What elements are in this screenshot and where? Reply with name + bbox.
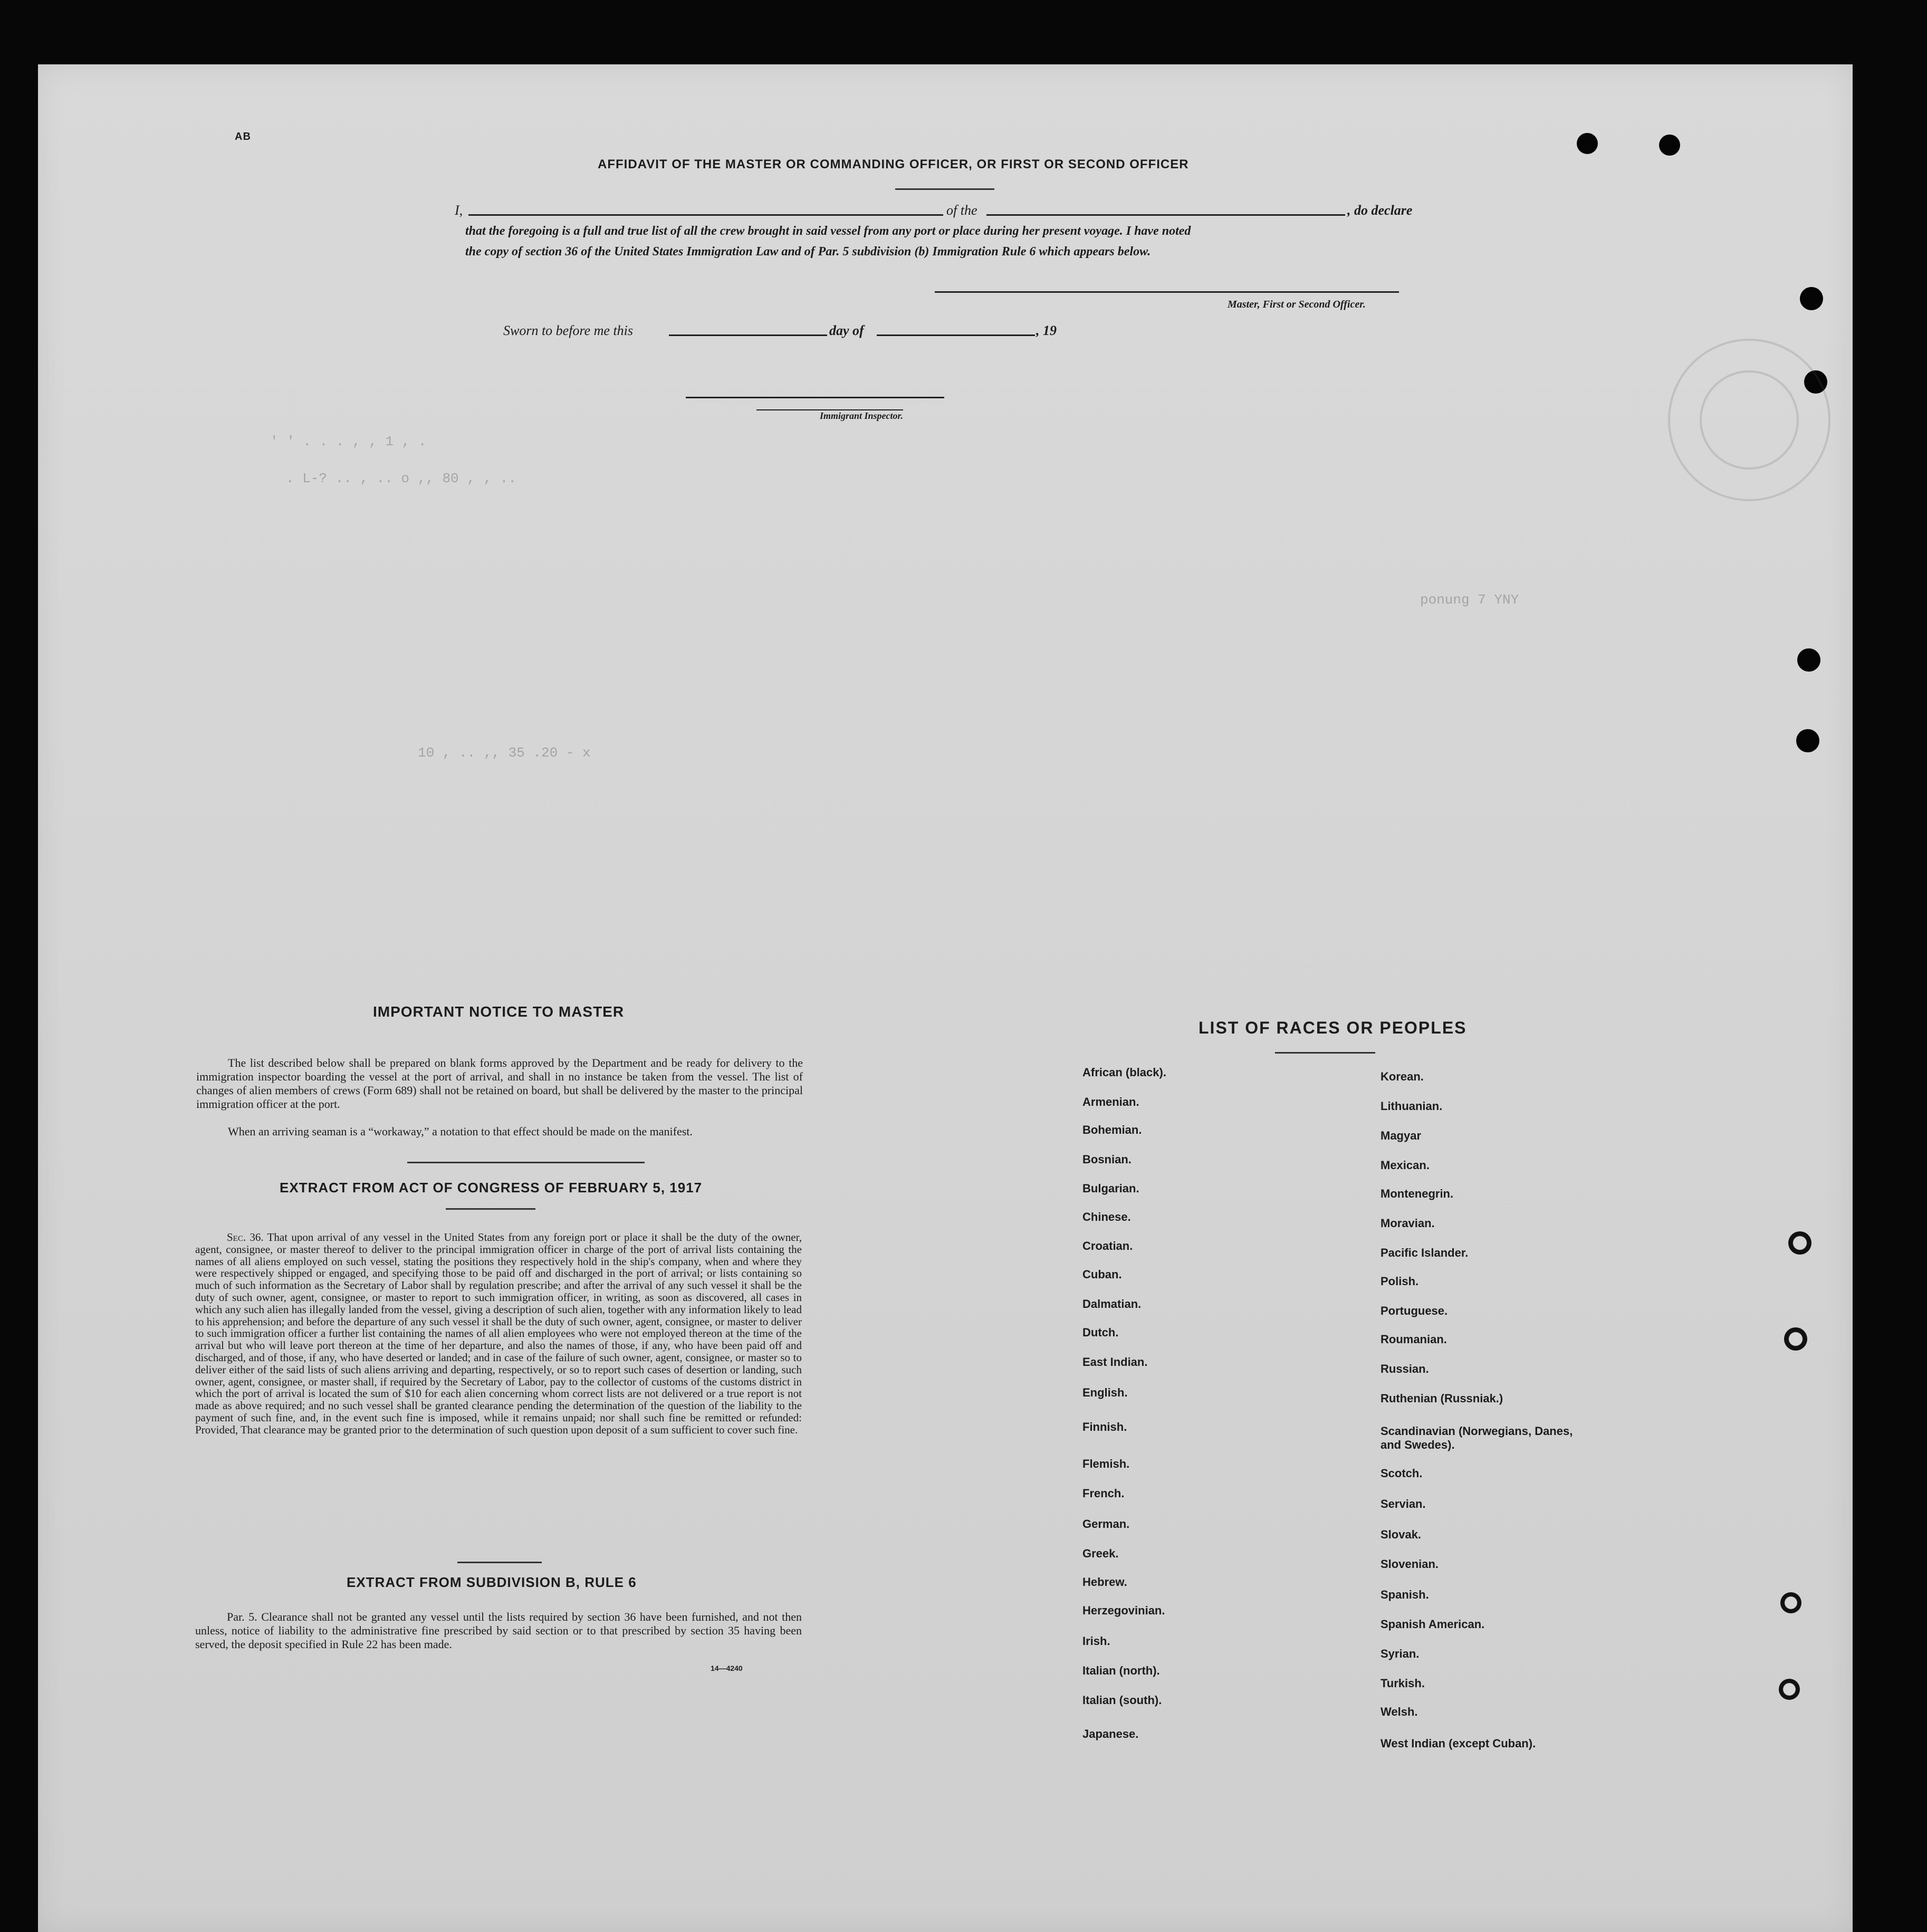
vessel-name-field[interactable] [986,214,1345,216]
bleed-through-marks: ponung 7 YNY [1420,592,1519,608]
inspector-caption: Immigrant Inspector. [756,409,903,422]
race-item: Syrian. [1380,1647,1420,1660]
sworn-prefix: Sworn to before me this [503,323,634,338]
race-item: Greek. [1082,1547,1119,1560]
race-item: Scandinavian (Norwegians, Danes, and Swedes). [1380,1424,1573,1451]
notice-paragraph-2: When an arriving seaman is a “workaway,” a notation to that effect should be made on the manifest. [228,1125,693,1138]
race-item: Bosnian. [1082,1153,1132,1166]
race-item: Chinese. [1082,1210,1131,1223]
declaration-line-2: that the foregoing is a full and true list of all the crew brought in said vessel from any port or place during her present voyage. I have noted [465,224,1191,238]
sworn-month-field[interactable] [877,334,1035,336]
bleed-through-marks: 10 , .. ,, 35 .20 - x [418,745,591,761]
declare-suffix: , do declare [1347,203,1413,218]
race-item: Japanese. [1082,1727,1139,1740]
race-item: Dalmatian. [1082,1297,1142,1311]
race-item: West Indian (except Cuban). [1380,1737,1536,1750]
bleed-through-marks: . L-? .. , .. o ,, 80 , , .. [286,471,516,486]
extract-rule-title: EXTRACT FROM SUBDIVISION B, RULE 6 [347,1574,637,1590]
race-item: Flemish. [1082,1457,1130,1470]
race-item: Mexican. [1380,1159,1430,1172]
race-item: Herzegovinian. [1082,1604,1165,1617]
form-number: 14—4240 [711,1664,743,1672]
extract-rule-text: Par. 5. Clearance shall not be granted any vessel until the lists required by section 36 have been furnished, and not then unless, notice of liability to the administrative fine prescribed by said section or to that prescribed by section 35 having been served, the deposit specified in Rule 22 has been made. [195,1610,802,1651]
punch-hole [1797,648,1820,672]
punch-hole [1577,133,1598,154]
section-label: Sec. 36. [227,1231,264,1244]
race-item: Finnish. [1082,1420,1127,1433]
race-item: Montenegrin. [1380,1187,1454,1200]
notice-title: IMPORTANT NOTICE TO MASTER [373,1003,625,1020]
punch-hole [1779,1679,1800,1700]
race-item: Russian. [1380,1362,1429,1375]
declaration-line-3: the copy of section 36 of the United States Immigration Law and of Par. 5 subdivision (b) Immigration Rule 6 which appears below. [465,245,1151,259]
vessel-of-label: of the [946,203,977,218]
sworn-day-field[interactable] [669,334,827,336]
race-item: Bohemian. [1082,1123,1142,1136]
punch-hole [1780,1592,1801,1613]
race-item: Polish. [1380,1275,1419,1288]
section-divider [407,1162,645,1163]
master-signature-field[interactable] [935,291,1399,293]
extract-act-title: EXTRACT FROM ACT OF CONGRESS OF FEBRUARY 5, 1917 [280,1180,703,1195]
race-item: African (black). [1082,1066,1166,1079]
race-item: Magyar [1380,1129,1422,1142]
race-item: Slovak. [1380,1528,1422,1541]
punch-hole [1788,1231,1811,1255]
declaration-line-1 [455,203,463,218]
race-item: German. [1082,1517,1130,1531]
corner-mark: AB [235,131,251,142]
title-underline [1275,1052,1375,1054]
section-divider [457,1562,542,1563]
race-item: English. [1082,1386,1128,1399]
master-signature-caption: Master, First or Second Officer. [1228,299,1366,310]
sworn-year-suffix: , 19 [1036,323,1057,338]
punch-hole [1796,729,1819,752]
races-title: LIST OF RACES OR PEOPLES [1199,1018,1467,1037]
race-item: Irish. [1082,1634,1110,1648]
punch-hole [1784,1327,1807,1351]
extract-act-text [195,1231,802,1436]
race-item: Servian. [1380,1497,1426,1510]
race-item: Lithuanian. [1380,1099,1443,1113]
race-item: Pacific Islander. [1380,1246,1469,1259]
race-item: Hebrew. [1082,1575,1127,1589]
official-seal-stamp [1700,370,1799,470]
punch-hole [1659,135,1680,156]
declarant-name-field[interactable] [468,214,943,216]
race-item: Ruthenian (Russniak.) [1380,1392,1503,1405]
title-underline [895,188,994,190]
document-page [38,64,1853,1932]
race-item: Welsh. [1380,1705,1418,1718]
bleed-through-marks: ' ' . . . , , 1 , . [270,434,427,449]
race-item: Italian (south). [1082,1694,1162,1707]
section-36-text: That upon arrival of any vessel in the United States from any foreign port or place it shall be the duty of the owner, agent, consignee, or master thereof to deliver to the principal immigration officer in charge of the port of arrival lists containing the names of all aliens employed on such vessel, stating the positions they respectively hold in the ship's company, when and where they were respectively shipped or engaged, and specifying those to be paid off and discharged in the port of arrival; or lists containing so much of such information as the Secretary of Labor shall by regulation prescribe; and after the arrival of any such vessel it shall be the duty of such owner, agent, consignee, or master to report to such immigration officer, in writing, as soon as discovered, all cases in which any such alien has illegally landed from the vessel, giving a description of such alien, together with any information likely to lead to his apprehension; and before the departure of any such vessel it shall be the duty of such owner, agent, consignee, or master to deliver to such immigration officer a further list containing the names of all alien employees who were not employed thereon at the time of the arrival but who will leave port thereon at the time of her departure, and also the names of those, if any, who have been paid off and discharged, and of those, if any, who have deserted or landed; and in case of the failure of such owner, agent, consignee, or master so to deliver either of the said lists of such aliens arriving and departing, respectively, or so to report such cases of desertion or landing, such owner, agent, consignee, or master shall, if required by the Secretary of Labor, pay to the collector of customs of the customs district in which the port of arrival is located the sum of $10 for each alien concerning whom correct lists are not delivered or a true report is not made as above required; and no such vessel shall be granted clearance pending the determination of the question of the liability to the payment of such fine, and, in the event such fine is imposed, while it remains unpaid; nor shall such fine be remitted or refunded: Provided, That clearance may be granted prior to the determination of such question upon deposit of a sum sufficient to cover such fine. [195,1231,802,1436]
punch-hole [1800,287,1823,310]
race-item: Roumanian. [1380,1333,1447,1346]
race-item: Scotch. [1380,1467,1423,1480]
sworn-day-of-label: day of [829,323,864,338]
affidavit-title: AFFIDAVIT OF THE MASTER OR COMMANDING OFFICER, OR FIRST OR SECOND OFFICER [598,157,1189,171]
race-item: Slovenian. [1380,1557,1439,1571]
race-item: Moravian. [1380,1217,1435,1230]
race-item: Spanish. [1380,1588,1429,1601]
race-item: Croatian. [1082,1239,1133,1252]
declarant-prefix: I, [455,203,463,218]
race-item: East Indian. [1082,1355,1148,1369]
inspector-signature-field[interactable] [686,397,944,398]
race-item: French. [1082,1487,1125,1500]
notice-paragraph-1: The list described below shall be prepared on blank forms approved by the Department and be ready for delivery to the immigration inspector boarding the vessel at the port of arrival, and shall in no instance be taken from the vessel. The list of changes of alien members of crews (Form 689) shall not be retained on board, but shall be delivered by the master to the principal immigration officer at the port. [196,1056,803,1111]
race-item: Italian (north). [1082,1664,1160,1677]
race-item: Portuguese. [1380,1304,1448,1317]
race-item: Korean. [1380,1070,1424,1083]
race-item: Cuban. [1082,1268,1122,1281]
race-item: Armenian. [1082,1095,1139,1108]
race-item: Turkish. [1380,1677,1425,1690]
title-underline [446,1208,535,1210]
race-item: Dutch. [1082,1326,1119,1339]
race-item: Bulgarian. [1082,1182,1139,1195]
race-item: Spanish American. [1380,1618,1485,1631]
